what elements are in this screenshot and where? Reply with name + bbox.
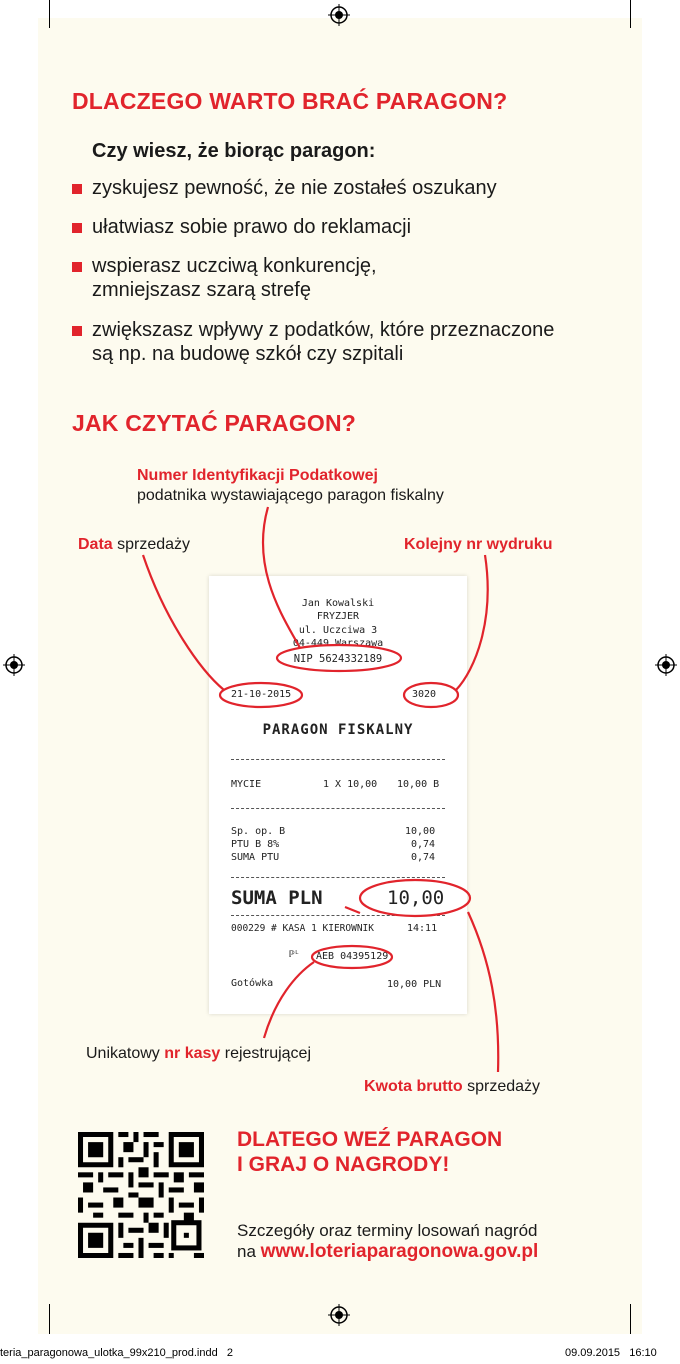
list-item <box>72 176 632 200</box>
info-prefix: na <box>237 1242 261 1261</box>
receipt-print-number: 3020 <box>412 689 437 700</box>
bullet-square-icon <box>72 223 82 233</box>
receipt-payment-value: 10,00 PLN <box>387 979 442 990</box>
crop-mark <box>630 1304 631 1334</box>
registration-mark-icon <box>3 654 25 676</box>
receipt-unique-number: AEB 04395129 <box>316 951 389 962</box>
registration-mark-icon <box>328 4 350 26</box>
crop-mark <box>49 1304 50 1334</box>
receipt-nip: NIP 5624332189 <box>293 653 383 665</box>
receipt-time: 14:11 <box>407 923 438 934</box>
receipt-owner: Jan Kowalski <box>301 598 375 609</box>
list-item-text: ułatwiasz sobie prawo do reklamacji <box>92 216 412 238</box>
receipt-sp-label: Sp. op. B <box>231 826 286 837</box>
receipt-divider <box>231 915 445 916</box>
receipt-divider <box>231 759 445 760</box>
receipt-sp-value: 10,00 <box>405 826 436 837</box>
receipt-suma-ptu-label: SUMA PTU <box>231 852 280 863</box>
receipt-business: FRYZJER <box>316 611 360 622</box>
receipt-register-line: 000229 # KASA 1 KIEROWNIK <box>231 923 374 934</box>
receipt-title: PARAGON FISKALNY <box>262 722 414 738</box>
annotation-nip <box>137 466 444 506</box>
receipt-item-name: MYCIE <box>231 779 262 790</box>
list-item <box>72 215 632 239</box>
info-line-1: Szczegóły oraz terminy losowań nagród <box>237 1221 538 1240</box>
list-item-text: zmniejszasz szarą strefę <box>92 279 311 301</box>
cta-line-2: I GRAJ O NAGRODY! <box>237 1153 450 1176</box>
annotation-print-number-title: Kolejny nr wydruku <box>404 536 553 553</box>
heading-how: JAK CZYTAĆ PARAGON? <box>72 410 357 436</box>
annotation-cash-register-prefix: Unikatowy <box>86 1045 165 1062</box>
receipt-suma-ptu-value: 0,74 <box>411 852 436 863</box>
annotation-date-title: Data <box>78 536 113 553</box>
annotation-date-desc: sprzedaży <box>112 536 191 553</box>
receipt-sum-value: 10,00 <box>387 887 445 909</box>
registration-mark-icon <box>655 654 677 676</box>
cta-line-1: DLATEGO WEŹ PARAGON <box>237 1128 503 1151</box>
receipt-date: 21-10-2015 <box>231 689 292 700</box>
qr-code[interactable] <box>78 1132 204 1258</box>
bullet-square-icon <box>72 326 82 336</box>
print-slug-date: 09.09.2015 16:10 <box>565 1347 657 1359</box>
crop-mark <box>49 0 50 28</box>
receipt-street: ul. Uczciwa 3 <box>298 625 378 636</box>
info-text <box>237 1220 538 1262</box>
receipt-divider <box>231 808 445 809</box>
annotation-nip-desc: podatnika wystawiającego paragon fiskalny <box>137 487 444 504</box>
list-item <box>72 254 632 302</box>
registration-mark-icon <box>328 1304 350 1326</box>
annotation-print-number <box>404 535 552 555</box>
website-link[interactable]: www.loteriaparagonowa.gov.pl <box>260 1241 539 1262</box>
receipt-ptu-label: PTU B 8% <box>231 839 280 850</box>
receipt-payment-label: Gotówka <box>231 978 274 989</box>
list-item-text: wspierasz uczciwą konkurencję, <box>92 255 377 277</box>
annotation-gross-amount <box>364 1077 540 1097</box>
annotation-date <box>78 535 190 555</box>
receipt-ptu-value: 0,74 <box>411 839 436 850</box>
bullet-square-icon <box>72 262 82 272</box>
heading-why: DLACZEGO WARTO BRAĆ PARAGON? <box>72 88 508 114</box>
bullet-square-icon <box>72 184 82 194</box>
receipt-city: 04-449 Warszawa <box>292 638 384 649</box>
annotation-cash-register-title: nr kasy <box>164 1045 221 1062</box>
annotation-cash-register <box>86 1044 311 1064</box>
annotation-gross-amount-desc: sprzedaży <box>462 1078 541 1095</box>
list-item-text: zyskujesz pewność, że nie zostałeś oszukany <box>92 177 497 199</box>
list-item <box>72 318 632 366</box>
receipt-item-qty: 1 X 10,00 <box>323 779 378 790</box>
annotation-gross-amount-title: Kwota brutto <box>364 1078 463 1095</box>
cta-heading <box>237 1127 502 1177</box>
receipt-divider <box>231 877 445 878</box>
annotation-nip-title: Numer Identyfikacji Podatkowej <box>137 467 378 484</box>
lead-text: Czy wiesz, że biorąc paragon: <box>92 140 376 162</box>
annotation-cash-register-suffix: rejestrującej <box>220 1045 311 1062</box>
benefits-list <box>72 176 632 366</box>
receipt <box>209 576 467 1014</box>
list-item-text: zwiększasz wpływy z podatków, które przeznaczone <box>92 319 555 341</box>
receipt-sum-label: SUMA PLN <box>231 887 323 909</box>
print-slug-filename: teria_paragonowa_ulotka_99x210_prod.indd 2 <box>0 1347 234 1359</box>
list-item-text: są np. na budowę szkół czy szpitali <box>92 343 404 365</box>
receipt-pl-mark: ℙᴸ <box>289 950 300 960</box>
crop-mark <box>630 0 631 28</box>
receipt-item-total: 10,00 B <box>397 779 440 790</box>
